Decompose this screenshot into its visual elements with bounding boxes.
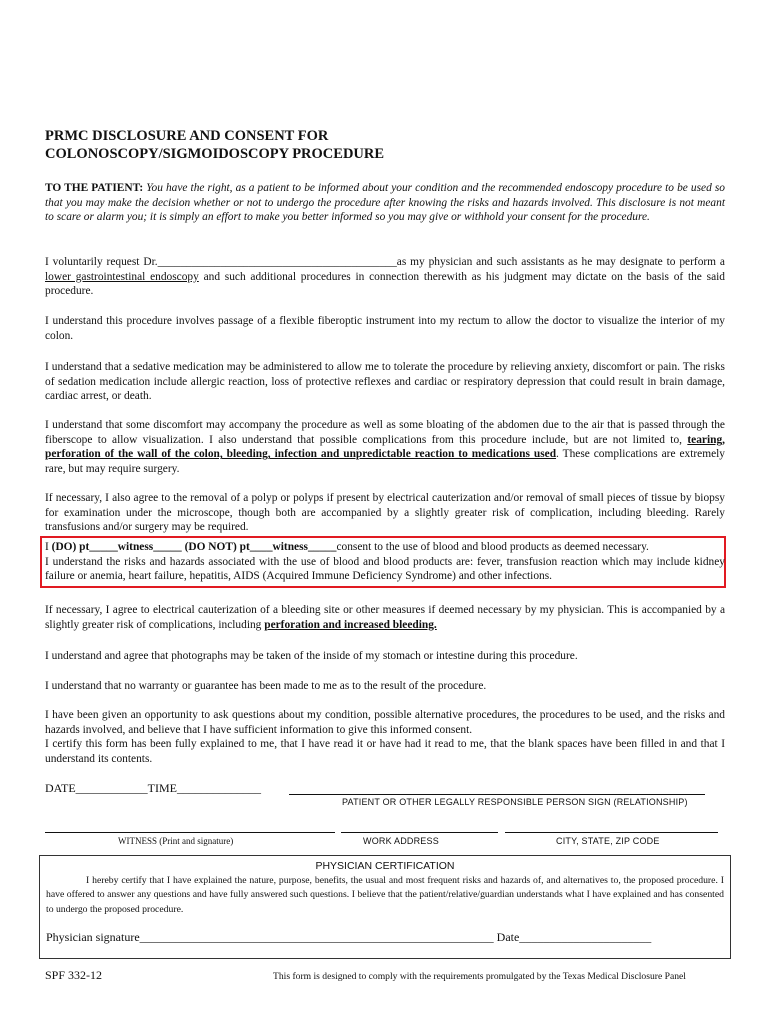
city-state-zip-line[interactable] [505,832,718,833]
title-line-2: COLONOSCOPY/SIGMOIDOSCOPY PROCEDURE [45,146,385,162]
compliance-note: This form is designed to comply with the requirements promulgated by the Texas Medical Disclosure Panel [273,971,686,982]
patient-sign-label: PATIENT OR OTHER LEGALLY RESPONSIBLE PERSON SIGN (RELATIONSHIP) [342,797,688,807]
city-state-zip-label: CITY, STATE, ZIP CODE [556,836,660,846]
to-patient-label: TO THE PATIENT [45,182,140,194]
work-address-line[interactable] [341,832,498,833]
complications-list: tearing, perforation of the wall of the colon, bleeding, infection and unpredictable reaction to medications used [45,433,725,461]
witness-signature-line[interactable] [45,832,335,833]
certification-text: I hereby certify that I have explained the nature, purpose, benefits, the usual and most frequent risks and hazards of, and alternatives to, the proposed procedure. I have offered to answer any questions and have fully answered such questions. I believe that the patient/relative/guardian understands what I have explained and has consented to undergo the proposed procedure. [46,875,724,915]
to-patient-paragraph: TO THE PATIENT: You have the right, as a patient to be informed about your condition and the recommended endoscopy procedure to be used so that you may make the decision whether or not to undergo the procedure after knowing the risks and hazards involved. This disclosure is not meant to scare or alarm you; it is simply an effort to make you better informed so you may give or withhold your consent for the procedure. [45,182,725,224]
physician-signature-field[interactable]: Physician signature___________________________________________________________ Date______________________ [46,930,652,944]
blood-do-option[interactable]: (DO) pt_____witness_____ [51,541,182,553]
to-patient-text: You have the right, as a patient to be informed about your condition and the recommended endoscopy procedure to be used so that you may make the decision whether or not to undergo the procedure after knowing the risks and hazards involved. This disclosure is not meant to scare or alarm you; it is simply an effort to make you better informed so you may give or withhold your consent for the procedure. [45,182,725,224]
patient-signature-line[interactable] [289,794,705,795]
passage-paragraph: I understand this procedure involves passage of a flexible fiberoptic instrument into my rectum to allow the doctor to visualize the interior of my colon. [45,315,725,342]
cautery-risks: perforation and increased bleeding. [264,618,437,631]
blood-risks-text: I understand the risks and hazards associated with the use of blood and blood products are: fever, transfusion reaction which may include kidney failure or anemia, heart failure, hepatitis, AIDS (Acquired Immune Deficiency Syndrome) and other infections. [45,555,725,583]
blood-consent-paragraph: I (DO) pt_____witness_____ (DO NOT) pt____witness_____consent to the use of blood and blood products as deemed necessary. I understand the risks and hazards associated with the use of blood and blood products are: fever, transfusion reaction which may include kidney failure or anemia, heart failure, hepatitis, AIDS (Acquired Immune Deficiency Syndrome) and other infections. [45,541,725,583]
sedative-paragraph: I understand that a sedative medication may be administered to allow me to tolerate the procedure by relieving anxiety, discomfort or pain. The risks of sedation medication include allergic reaction, loss of protective reflexes and cardiac or respiratory depression that could result in brain damage, cardiac arrest, or death. [45,361,725,403]
physician-certification-box [39,855,731,959]
blood-do-not-option[interactable]: (DO NOT) pt____witness_____ [184,541,337,553]
work-address-label: WORK ADDRESS [363,836,439,846]
form-title [45,127,384,163]
warranty-paragraph: I understand that no warranty or guarantee has been made to me as to the result of the procedure. [45,680,487,692]
date-time-field[interactable]: DATE____________TIME______________ [45,781,261,795]
procedure-name: lower gastrointestinal endoscopy [45,270,199,283]
discomfort-paragraph: I understand that some discomfort may accompany the procedure as well as some bloating of the abdomen due to the air that is passed through the fiberscope to allow visualization. I also understand that possible complications from this procedure include, but are not limited to, tearing, perforation of the wall of the colon, bleeding, infection and unpredictable reaction to medications used. These complications are extremely rare, but may require surgery. [45,419,725,475]
certification-heading: PHYSICIAN CERTIFICATION [315,860,455,872]
polyp-paragraph: If necessary, I also agree to the removal of a polyp or polyps if present by electrical cauterization and/or removal of small pieces of tissue by biopsy for examination under the microscope, though both are accompanied by a slightly greater risk of complication, including bleeding. Rarely transfusions and/or surgery may be required. [45,492,725,534]
cautery-paragraph: If necessary, I agree to electrical cauterization of a bleeding site or other measures if deemed necessary by my physician. This is accompanied by a slightly greater risk of complications, including perforation and increased bleeding. [45,604,725,631]
opportunity-paragraph: I have been given an opportunity to ask questions about my condition, possible alternative procedures, the procedures to be used, and the risks and hazards involved, and believe that I have sufficient information to give this informed consent. I certify this form has been fully explained to me, that I have read it or have had it read to me, that the blank spaces have been filled in and that I understand its contents. [45,709,725,765]
photos-paragraph: I understand and agree that photographs may be taken of the inside of my stomach or intestine during this procedure. [45,650,578,662]
witness-label: WITNESS (Print and signature) [118,836,234,846]
certify-paragraph: I certify this form has been fully explained to me, that I have read it or have had it read to me, that the blank spaces have been filled in and that I understand its contents. [45,738,725,765]
form-number: SPF 332-12 [45,968,103,982]
request-paragraph: I voluntarily request Dr.__________________________________________as my physician and such assistants as he may designate to perform a lower gastrointestinal endoscopy and such additional procedures in connection therewith as his judgment may dictate on the basis of the said procedure. [45,256,725,298]
title-line-1: PRMC DISCLOSURE AND CONSENT FOR [45,128,329,144]
